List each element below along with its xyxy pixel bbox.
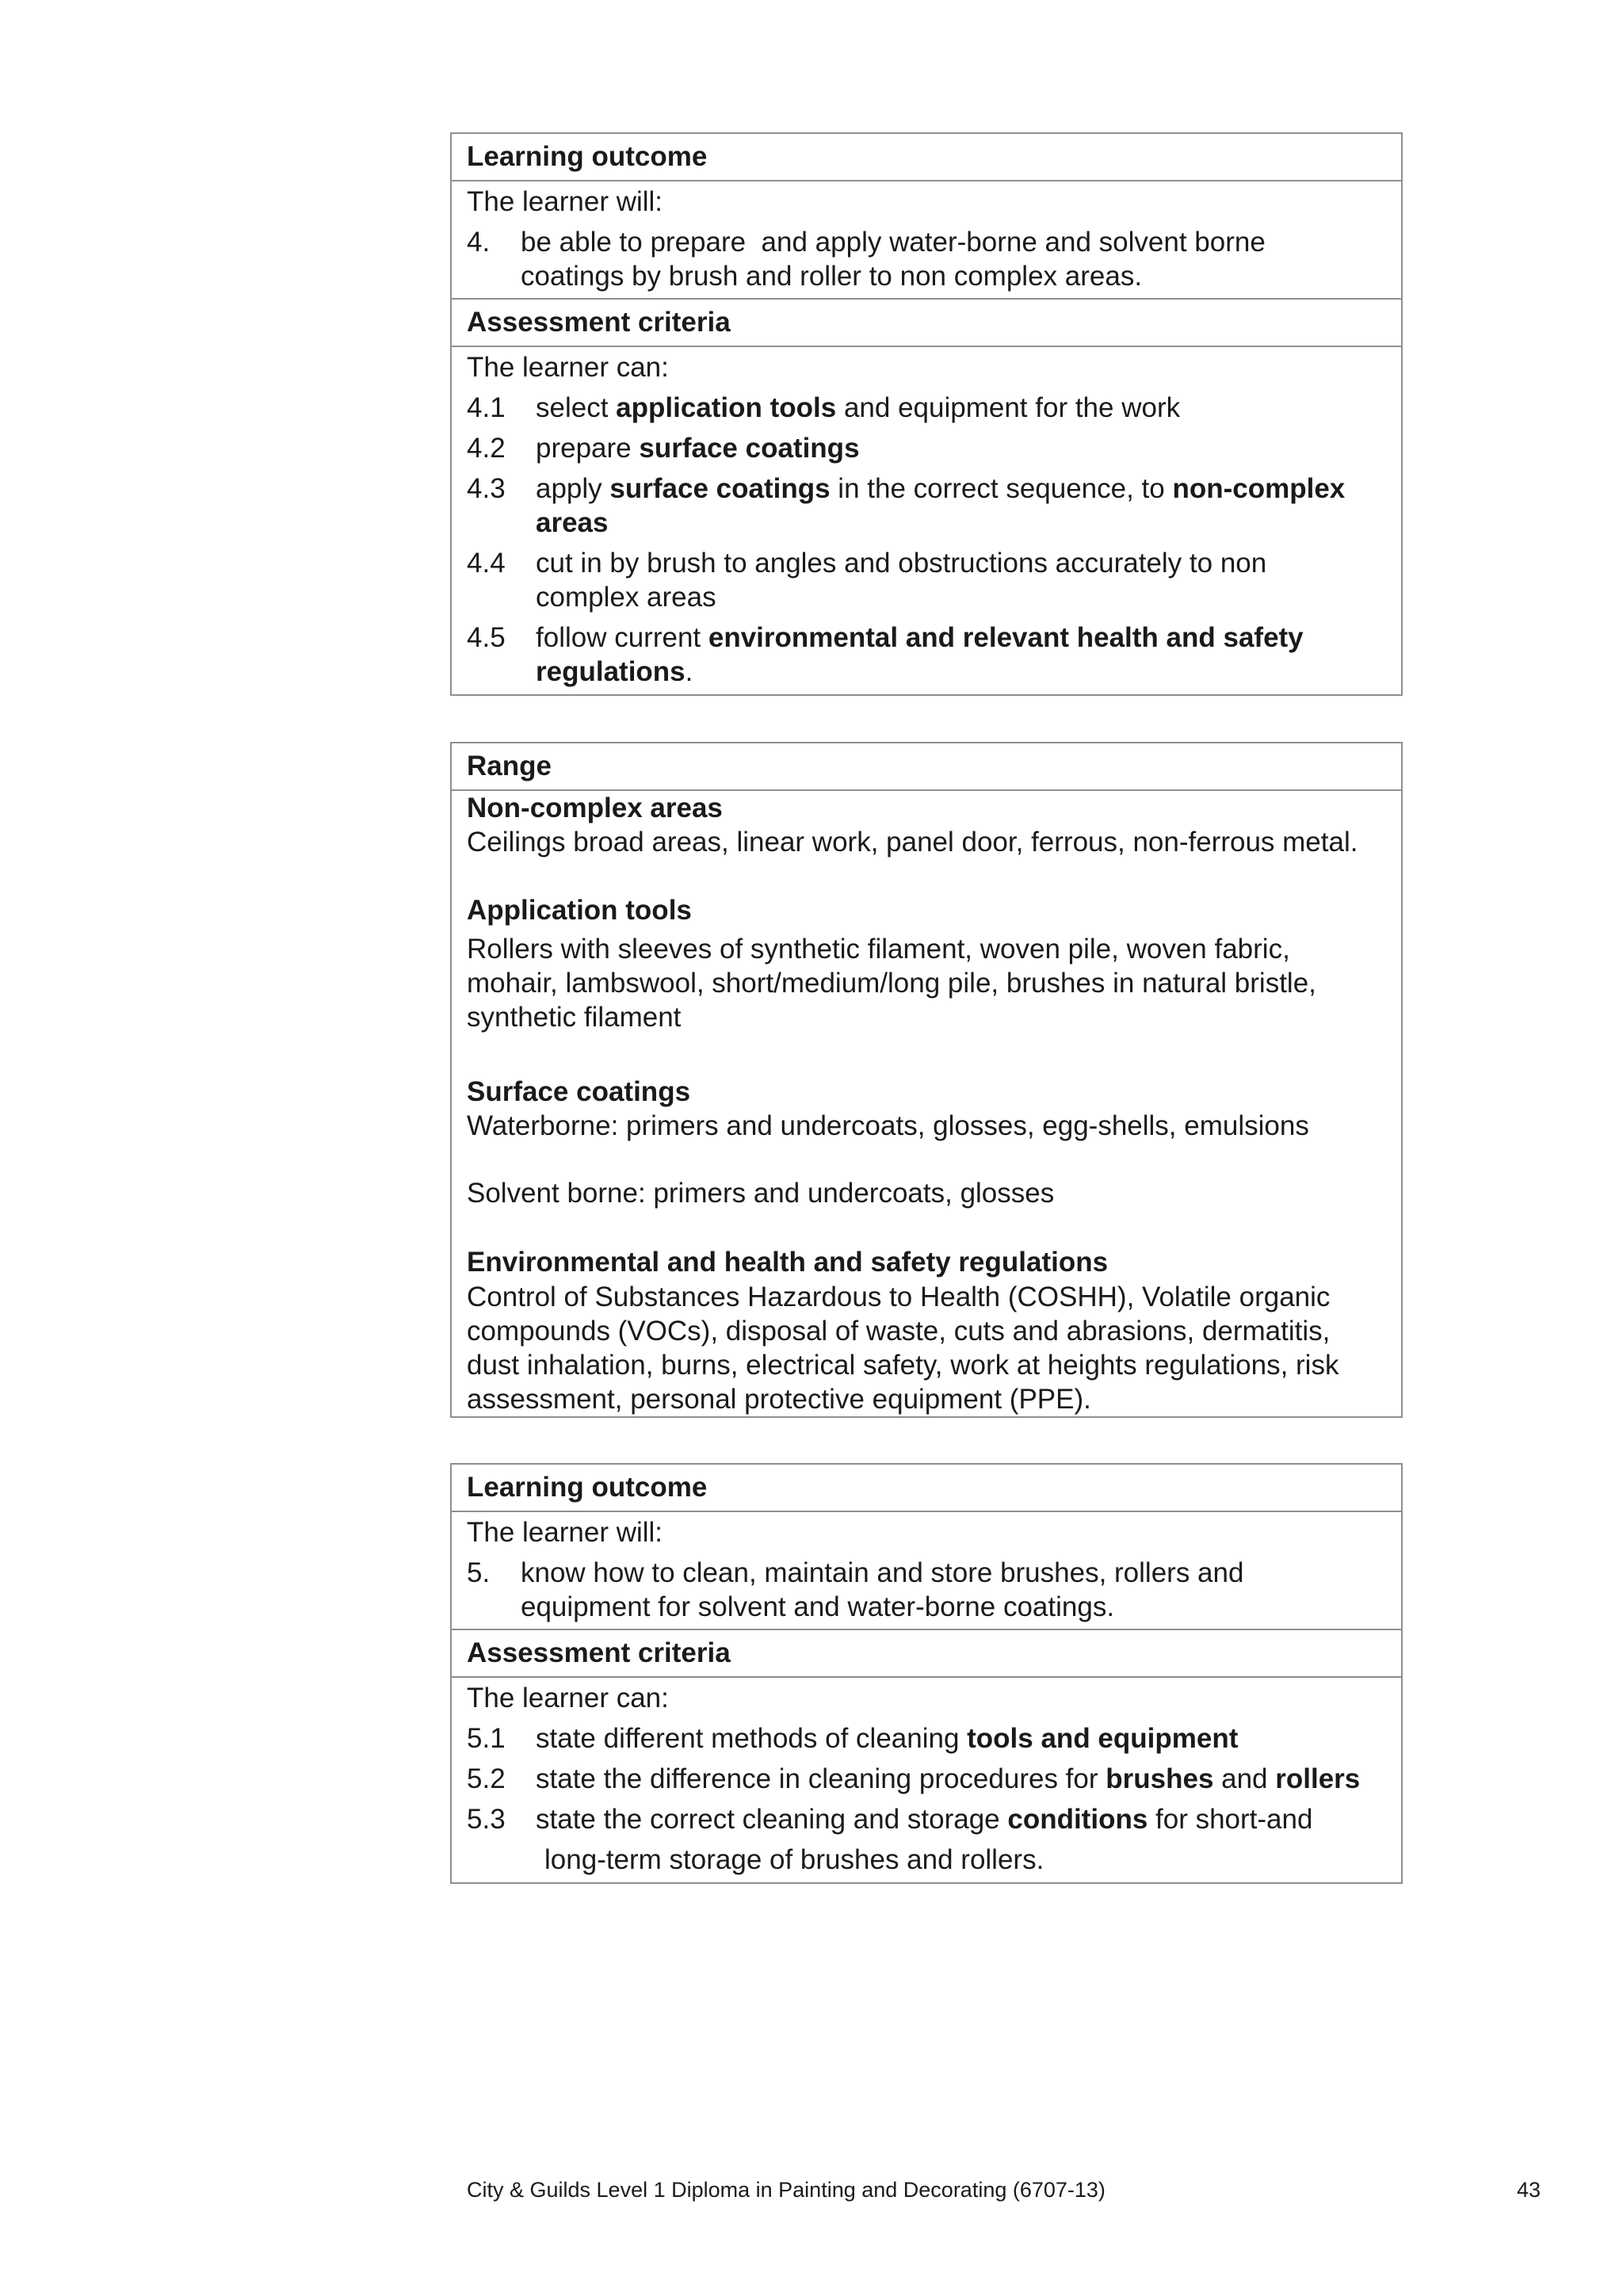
criterion-5-1 (467, 1721, 1401, 1755)
criterion-number: 4.1 (467, 392, 506, 423)
criterion-text (536, 431, 860, 465)
intro-text: The learner will: (467, 1517, 663, 1548)
criterion-5-2 (467, 1762, 1401, 1796)
outcome-text (521, 1556, 1243, 1624)
criterion-segment: state the correct cleaning and storage (536, 1804, 1008, 1835)
range-section-non-complex-areas (467, 791, 1401, 859)
criterion-text (536, 546, 1266, 614)
range-section-title (467, 1075, 1401, 1109)
range-section-title (467, 791, 1401, 825)
assessment-criteria-heading: Assessment criteria (452, 1630, 1401, 1678)
range-line (467, 1280, 1401, 1314)
learning-outcome-heading: Learning outcome (452, 134, 1401, 181)
range-line-text: Solvent borne: primers and undercoats, glosses (467, 1178, 1055, 1209)
outcome-line-text: equipment for solvent and water-borne coatings. (521, 1591, 1115, 1622)
criterion-segment: and (1213, 1763, 1276, 1794)
range-section-title (467, 893, 1401, 927)
key-term: conditions (1007, 1804, 1148, 1835)
criterion-segment: in the correct sequence, to (830, 473, 1173, 504)
range-section-application-tools (467, 893, 1401, 1034)
criterion-4-4 (467, 546, 1401, 614)
learning-outcome-body (452, 1512, 1401, 1630)
criterion-line (536, 1762, 1360, 1796)
criterion-segment: apply (536, 473, 610, 504)
criterion-segment: prepare (536, 433, 640, 464)
intro-line (467, 1515, 1401, 1549)
footer-title: City & Guilds Level 1 Diploma in Painting and Decorating (6707-13) (467, 2178, 1106, 2202)
range-title-text: Surface coatings (467, 1076, 691, 1107)
outcome-number: 5. (467, 1557, 491, 1588)
key-term: rollers (1275, 1763, 1361, 1794)
key-term: brushes (1106, 1763, 1214, 1794)
criterion-line (536, 1843, 1312, 1877)
range-title-text: Application tools (467, 895, 692, 926)
key-term: tools and equipment (967, 1723, 1239, 1754)
criterion-segment: select (536, 392, 617, 423)
criterion-line (536, 431, 860, 465)
criterion-text (536, 1721, 1238, 1755)
criterion-line (536, 472, 1345, 506)
learning-outcome-heading: Learning outcome (452, 1465, 1401, 1512)
range-heading: Range (452, 743, 1401, 791)
range-line-text: Control of Substances Hazardous to Health (COSHH), Volatile organic (467, 1282, 1331, 1312)
criterion-text (536, 391, 1180, 425)
range-body (452, 791, 1401, 1416)
criterion-4-1 (467, 391, 1401, 425)
intro-line (467, 1681, 1401, 1715)
key-term: areas (536, 507, 609, 538)
page-number: 43 (1516, 2178, 1541, 2202)
range-line (467, 1000, 1401, 1034)
criterion-4-3 (467, 472, 1401, 540)
criterion-number: 4.5 (467, 622, 506, 653)
learning-outcome-item (467, 1556, 1401, 1624)
outcome-line-text: know how to clean, maintain and store brushes, rollers and (521, 1557, 1244, 1588)
outcome-line (521, 259, 1266, 293)
range-line (467, 932, 1401, 966)
criterion-line (536, 546, 1266, 580)
criterion-segment: state the difference in cleaning procedures for (536, 1763, 1106, 1794)
assessment-criteria-body (452, 347, 1401, 694)
criterion-number: 4.2 (467, 433, 506, 464)
intro-line (467, 350, 1401, 384)
range-line (467, 1109, 1401, 1143)
range-line-text: dust inhalation, burns, electrical safety, work at heights regulations, risk (467, 1350, 1339, 1381)
intro-text: The learner will: (467, 186, 663, 217)
criterion-5-3 (467, 1802, 1401, 1877)
criterion-segment: long-term storage of brushes and rollers. (544, 1844, 1044, 1875)
criterion-line (536, 1802, 1312, 1836)
criterion-text (536, 621, 1304, 689)
key-term: application tools (616, 392, 837, 423)
criterion-number: 5.1 (467, 1723, 506, 1754)
outcome-line (521, 1590, 1243, 1624)
range-title-text: Environmental and health and safety regulations (467, 1247, 1109, 1278)
criterion-line (536, 655, 1304, 689)
criterion-segment: and equipment for the work (836, 392, 1181, 423)
criterion-number: 5.3 (467, 1804, 506, 1835)
intro-line (467, 185, 1401, 219)
range-title-text: Non-complex areas (467, 793, 723, 823)
criterion-segment: follow current (536, 622, 708, 653)
criterion-number: 5.2 (467, 1763, 506, 1794)
criterion-segment: for short-and (1148, 1804, 1313, 1835)
outcome-text (521, 225, 1266, 293)
criterion-text (536, 1802, 1312, 1877)
key-term: environmental and relevant health and safety (708, 622, 1304, 653)
intro-text: The learner can: (467, 1683, 669, 1713)
range-line (467, 1176, 1401, 1210)
range-section-regulations (467, 1245, 1401, 1416)
range-line-text: Waterborne: primers and undercoats, glosses, egg-shells, emulsions (467, 1110, 1309, 1141)
range-line (467, 1348, 1401, 1382)
range-line (467, 1314, 1401, 1348)
learning-outcome-4-table (450, 132, 1403, 696)
range-section-title (467, 1245, 1401, 1279)
learning-outcome-item (467, 225, 1401, 293)
criterion-segment: . (685, 656, 693, 687)
range-line (467, 1382, 1401, 1416)
key-term: non-complex (1172, 473, 1346, 504)
range-line (467, 825, 1401, 859)
outcome-line (521, 225, 1266, 259)
range-line-text: assessment, personal protective equipment (PPE). (467, 1384, 1091, 1415)
outcome-line (521, 1556, 1243, 1590)
criterion-line (536, 580, 1266, 614)
criterion-text (536, 1762, 1360, 1796)
criterion-text (536, 472, 1345, 540)
assessment-criteria-body (452, 1678, 1401, 1882)
learning-outcome-body (452, 181, 1401, 300)
key-term: regulations (536, 656, 685, 687)
criterion-4-5 (467, 621, 1401, 689)
criterion-line (536, 621, 1304, 655)
assessment-criteria-heading: Assessment criteria (452, 300, 1401, 347)
criterion-segment: complex areas (536, 582, 716, 613)
outcome-line-text: be able to prepare and apply water-borne and solvent borne (521, 227, 1266, 258)
range-line-text: Rollers with sleeves of synthetic filament, woven pile, woven fabric, (467, 934, 1290, 965)
criterion-segment: cut in by brush to angles and obstructions accurately to non (536, 548, 1267, 579)
range-line (467, 966, 1401, 1000)
range-table (450, 742, 1403, 1418)
range-line-text: mohair, lambswool, short/medium/long pile, brushes in natural bristle, (467, 968, 1316, 999)
learning-outcome-5-table (450, 1463, 1403, 1884)
criterion-number: 4.3 (467, 473, 506, 504)
criterion-line (536, 506, 1345, 540)
key-term: surface coatings (639, 433, 860, 464)
range-line-text: synthetic filament (467, 1002, 682, 1033)
criterion-line (536, 1721, 1238, 1755)
range-line-text: Ceilings broad areas, linear work, panel door, ferrous, non-ferrous metal. (467, 827, 1358, 858)
range-line-text: compounds (VOCs), disposal of waste, cuts and abrasions, dermatitis, (467, 1316, 1331, 1347)
intro-text: The learner can: (467, 352, 669, 383)
criterion-number: 4.4 (467, 548, 506, 579)
criterion-4-2 (467, 431, 1401, 465)
outcome-number: 4. (467, 227, 491, 258)
criterion-line (536, 391, 1180, 425)
criterion-segment: state different methods of cleaning (536, 1723, 968, 1754)
outcome-line-text: coatings by brush and roller to non complex areas. (521, 261, 1143, 292)
range-section-surface-coatings (467, 1075, 1401, 1210)
key-term: surface coatings (609, 473, 831, 504)
